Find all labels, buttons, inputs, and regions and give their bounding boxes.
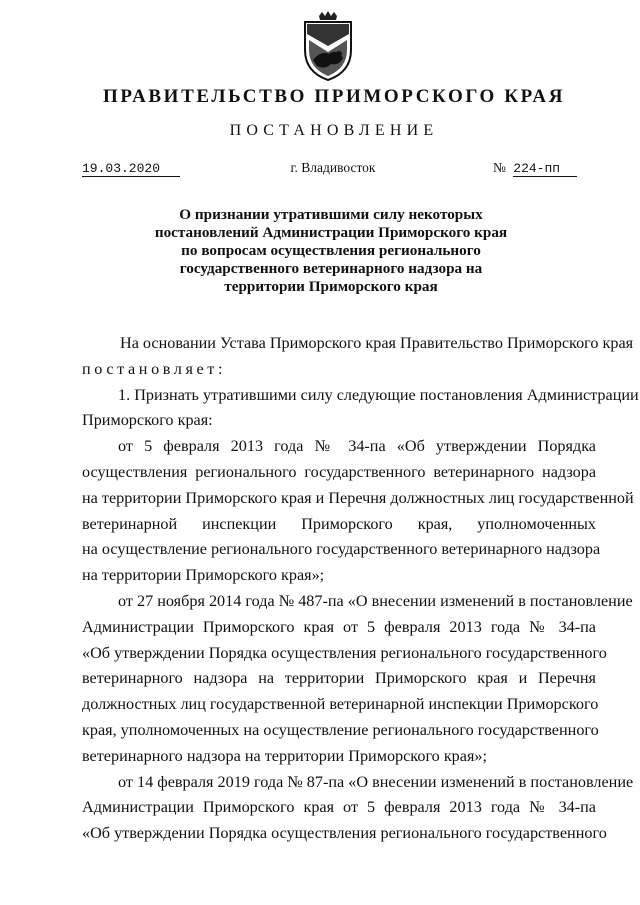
- number-field: [493, 160, 577, 177]
- body-line: на территории Приморского края и Перечня должностных лиц государственной: [82, 488, 634, 507]
- body-line: на территории Приморского края»;: [82, 566, 325, 585]
- coat-of-arms-icon: [299, 10, 357, 82]
- body-line: на осуществление регионального государственного ветеринарного надзора: [82, 540, 601, 559]
- title-line: территории Приморского края: [224, 278, 438, 295]
- title-line: государственного ветеринарного надзора на: [179, 260, 483, 277]
- document-number: 224-пп: [513, 161, 577, 177]
- title-line: О признании утратившими силу некоторых: [179, 206, 483, 223]
- document-body: [82, 334, 639, 850]
- city-label: г. Владивосток: [290, 160, 376, 175]
- government-title: ПРАВИТЕЛЬСТВО ПРИМОРСКОГО КРАЯ: [102, 86, 566, 107]
- body-line: должностных лиц государственной ветеринарной инспекции Приморского: [82, 695, 599, 714]
- document-type: ПОСТАНОВЛЕНИЕ: [229, 122, 439, 139]
- body-line: осуществления регионального государственного ветеринарного надзора: [82, 462, 596, 481]
- body-line: «Об утверждении Порядка осуществления регионального государственного: [82, 824, 607, 843]
- body-line: ветеринарной инспекции Приморского края, уполномоченных: [82, 514, 596, 533]
- body-line: от 14 февраля 2019 года № 87-па «О внесении изменений в постановление: [118, 772, 634, 791]
- body-line: края, уполномоченных на осуществление регионального государственного: [82, 720, 599, 739]
- document-title: [0, 206, 640, 296]
- body-line: ветеринарного надзора на территории Приморского края и Перечня: [82, 669, 596, 688]
- document-date: 19.03.2020: [82, 161, 180, 177]
- body-line: от 5 февраля 2013 года № 34-па «Об утверждении Порядка: [118, 437, 596, 456]
- body-line: от 27 ноября 2014 года № 487-па «О внесении изменений в постановление: [118, 591, 633, 610]
- body-line: На основании Устава Приморского края Правительство Приморского края: [120, 334, 634, 352]
- title-line: по вопросам осуществления регионального: [181, 242, 481, 259]
- body-line: «Об утверждении Порядка осуществления регионального государственного: [82, 643, 607, 662]
- body-line: Администрации Приморского края от 5 февраля 2013 года № 34-па: [82, 798, 596, 817]
- body-line: Администрации Приморского края от 5 февраля 2013 года № 34-па: [82, 617, 596, 636]
- body-line: постановляет:: [82, 359, 227, 378]
- body-line: ветеринарного надзора на территории Приморского края»;: [82, 746, 488, 765]
- body-line: 1. Признать утратившими силу следующие постановления Администрации: [118, 385, 639, 404]
- title-line: постановлений Администрации Приморского края: [154, 224, 508, 241]
- number-sign: №: [493, 160, 506, 175]
- body-line: Приморского края:: [82, 411, 213, 430]
